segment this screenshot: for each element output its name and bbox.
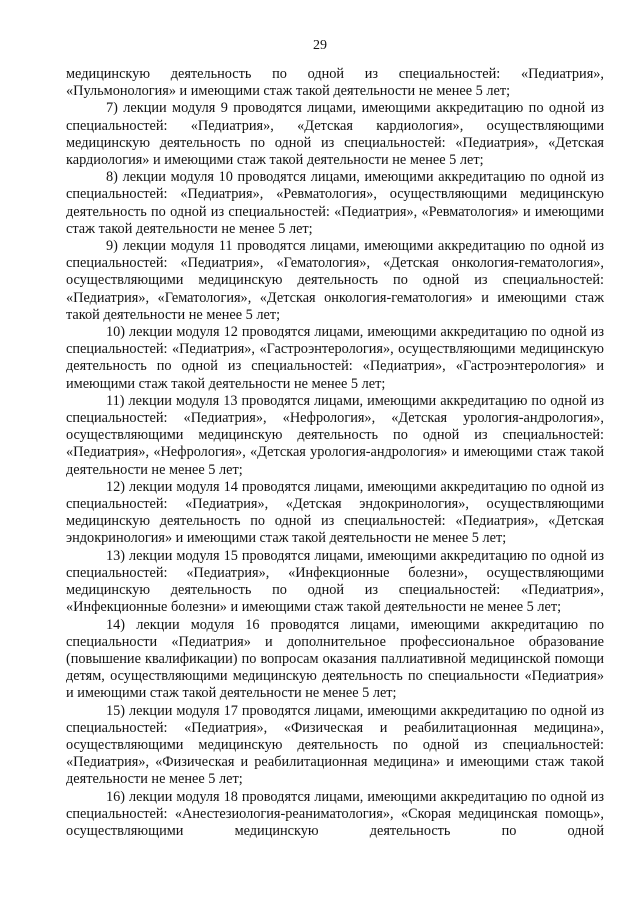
- list-item-12: 12) лекции модуля 14 проводятся лицами, имеющими аккредитацию по одной из специальностей: «Педиатрия», «Детская эндокринология», осуществляющими медицинскую деятельность по одной из специальностей: «Педиатрия», «Детская эндокринология» и имеющими стаж такой деятельности не менее 5 лет;: [66, 478, 604, 547]
- list-item-11: 11) лекции модуля 13 проводятся лицами, имеющими аккредитацию по одной из специальностей: «Педиатрия», «Нефрология», «Детская урология-андрология», осуществляющими медицинскую деятельность по одной из специальностей: «Педиатрия», «Нефрология», «Детская урология-андрология» и имеющими стаж такой деятельности не менее 5 лет;: [66, 392, 604, 478]
- list-item-14: 14) лекции модуля 16 проводятся лицами, имеющими аккредитацию по специальности «Педиатрия» и дополнительное профессиональное образование (повышение квалификации) по вопросам оказания паллиативной медицинской помощи детям, осуществляющими медицинскую деятельность по специальности «Педиатрия» и имеющими стаж такой деятельности не менее 5 лет;: [66, 616, 604, 702]
- list-item-9: 9) лекции модуля 11 проводятся лицами, имеющими аккредитацию по одной из специальностей: «Педиатрия», «Гематология», «Детская онкология-гематология», осуществляющими медицинскую деятельность по одной из специальностей: «Педиатрия», «Гематология», «Детская онкология-гематология» и имеющими стаж такой деятельности не менее 5 лет;: [66, 238, 604, 323]
- list-item-15: 15) лекции модуля 17 проводятся лицами, имеющими аккредитацию по одной из специальностей: «Педиатрия», «Физическая и реабилитационная медицина», осуществляющими медицинскую деятельность по одной из специальностей: «Педиатрия», «Физическая и реабилитационная медицина» и имеющими стаж такой деятельности не менее 5 лет;: [66, 702, 604, 788]
- paragraph-continuation: медицинскую деятельность по одной из специальностей: «Педиатрия», «Пульмонология» и имеющими стаж такой деятельности не менее 5 лет;: [66, 66, 604, 100]
- list-item-13: 13) лекции модуля 15 проводятся лицами, имеющими аккредитацию по одной из специальностей: «Педиатрия», «Инфекционные болезни», осуществляющими медицинскую деятельность по одной из специальностей: «Педиатрия», «Инфекционные болезни» и имеющими стаж такой деятельности не менее 5 лет;: [66, 547, 604, 616]
- list-item-7: 7) лекции модуля 9 проводятся лицами, имеющими аккредитацию по одной из специальностей: «Педиатрия», «Детская кардиология», осуществляющими медицинскую деятельность по одной из специальностей: «Педиатрия», «Детская кардиология» и имеющими стаж такой деятельности не менее 5 лет;: [66, 100, 604, 169]
- list-item-10: 10) лекции модуля 12 проводятся лицами, имеющими аккредитацию по одной из специальностей: «Педиатрия», «Гастроэнтерология», осуществляющими медицинскую деятельность по одной из специальностей: «Педиатрия», «Гастроэнтерология» и имеющими стаж такой деятельности не менее 5 лет;: [66, 324, 604, 392]
- list-item-8: 8) лекции модуля 10 проводятся лицами, имеющими аккредитацию по одной из специальностей: «Педиатрия», «Ревматология», осуществляющими медицинскую деятельность по одной из специальностей: «Педиатрия», «Ревматология» и имеющими стаж такой деятельности не менее 5 лет;: [66, 169, 604, 237]
- list-item-16: 16) лекции модуля 18 проводятся лицами, имеющими аккредитацию по одной из специальностей: «Анестезиология-реаниматология», «Скорая медицинская помощь», осуществляющими медицинскую деятельность по одной: [66, 788, 604, 839]
- document-body: [66, 66, 604, 840]
- page-number: 29: [313, 38, 327, 53]
